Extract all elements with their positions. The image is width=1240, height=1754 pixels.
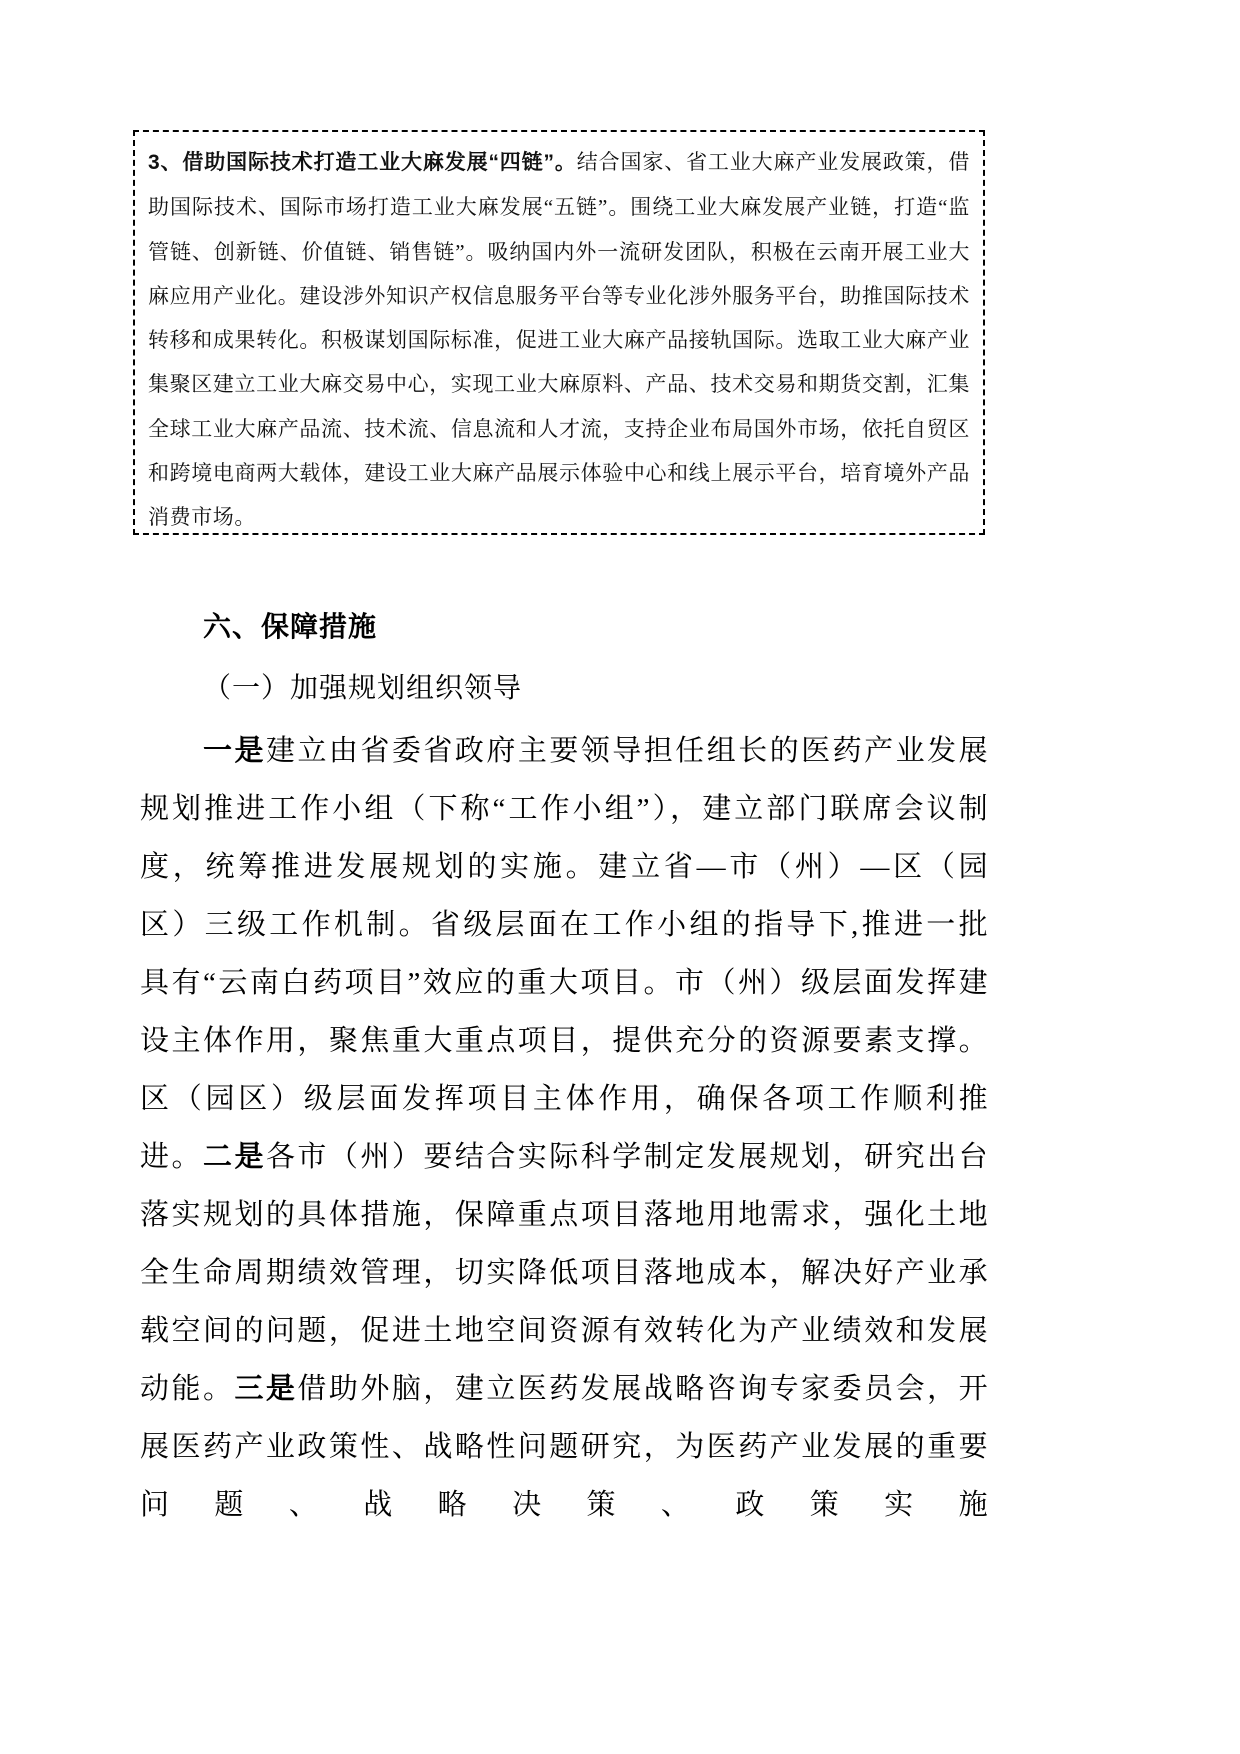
item1-text: 建立由省委省政府主要领导担任组长的医药产业发展规划推进工作小组（下称“工作小组”），建立部门联席会议制度，统筹推进发展规划的实施。建立省—市（州）—区（园区）三级工作机制。省级层面在工作小组的指导下,推进一批具有“云南白药项目”效应的重大项目。市（州）级层面发挥建设主体作用，聚焦重大重点项目，提供充分的资源要素支撑。区（园区）级层面发挥项目主体作用，确保各项工作顺利推进。: [140, 735, 990, 1173]
callout-box: [133, 130, 985, 535]
item1-label: 一是: [203, 735, 266, 767]
section-heading: 六、保障措施: [203, 611, 378, 642]
callout-text: [148, 140, 970, 540]
item3-text: 借助外脑，建立医药发展战略咨询专家委员会，开展医药产业政策性、战略性问题研究，为医药产业发展的重要问题、战略决策、政策实施: [140, 1373, 990, 1521]
item3-label: 三是: [234, 1373, 298, 1405]
item2-text: 各市（州）要结合实际科学制定发展规划，研究出台落实规划的具体措施，保障重点项目落地用地需求，强化土地全生命周期绩效管理，切实降低项目落地成本，解决好产业承载空间的问题，促进土地空间资源有效转化为产业绩效和发展动能。: [140, 1141, 990, 1405]
callout-lead-bold: 3、借助国际技术打造工业大麻发展“四链”。: [148, 151, 577, 174]
body-paragraph: [140, 722, 990, 1534]
section-subheading: （一）加强规划组织领导: [203, 673, 523, 704]
item2-label: 二是: [202, 1141, 266, 1173]
callout-body-text: 结合国家、省工业大麻产业发展政策，借助国际技术、国际市场打造工业大麻发展“五链”。围绕工业大麻发展产业链，打造“监管链、创新链、价值链、销售链”。吸纳国内外一流研发团队，积极在云南开展工业大麻应用产业化。建设涉外知识产权信息服务平台等专业化涉外服务平台，助推国际技术转移和成果转化。积极谋划国际标准，促进工业大麻产品接轨国际。选取工业大麻产业集聚区建立工业大麻交易中心，实现工业大麻原料、产品、技术交易和期货交割，汇集全球工业大麻产品流、技术流、信息流和人才流，支持企业布局国外市场，依托自贸区和跨境电商两大载体，建设工业大麻产品展示体验中心和线上展示平台，培育境外产品消费市场。: [148, 150, 970, 530]
